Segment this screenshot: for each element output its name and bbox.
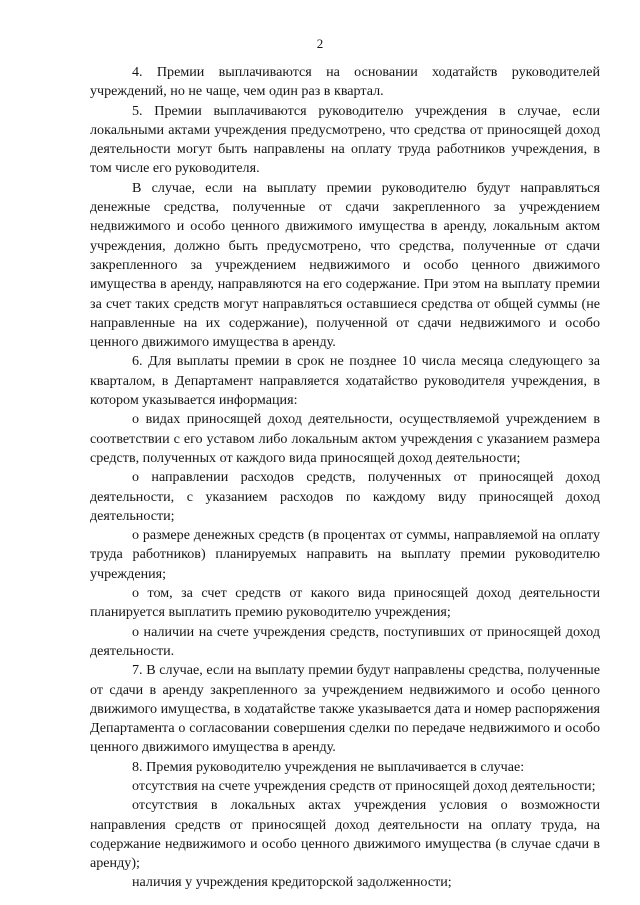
paragraph-item-6: 6. Для выплаты премии в срок не позднее 10 числа месяца следующего за кварталом, в Департамент направляется ходатайство руководителя учреждения, в котором указывается информация:	[90, 353, 600, 409]
list-item-creditor-debt: наличия у учреждения кредиторской задолженности;	[132, 874, 452, 891]
list-item-income-types: о видах приносящей доход деятельности, осуществляемой учреждением в соответствии с его уставом либо локальным актом учреждения с указанием размера средств, полученных от каждого вида приносящей доход деятельности;	[90, 411, 600, 466]
list-item-account-funds: о наличии на счете учреждения средств, поступивших от приносящей доход деятельности.	[90, 623, 600, 659]
paragraph-item-5: 5. Премии выплачиваются руководителю учреждения в случае, если локальными актами учреждения предусмотрено, что средства от приносящей доход деятельности могут быть направлены на оплату труда работников учреждения, в том числе его руководителя.	[90, 102, 600, 177]
paragraph-item-4: 4. Премии выплачиваются на основании ходатайств руководителей учреждений, но не чаще, чем один раз в квартал.	[90, 64, 600, 100]
list-item-funds-size: о размере денежных средств (в процентах от суммы, направляемой на оплату труда работников) планируемых направить на выплату премии руководителю учреждения;	[90, 527, 600, 582]
list-item-funds-source: о том, за счет средств от какого вида приносящей доход деятельности планируется выплатить премию руководителю учреждения;	[90, 585, 600, 621]
list-item-no-local-acts: отсутствия в локальных актах учреждения условия о возможности направления средств от приносящей доход деятельности на оплату труда, на содержание недвижимого и особо ценного движимого имущества (в случае сдачи в аренду);	[90, 797, 600, 872]
paragraph-item-8: 8. Премия руководителю учреждения не выплачивается в случае:	[132, 758, 525, 775]
paragraph-rent-funds: В случае, если на выплату премии руководителю будут направляться денежные средства, полученные от сдачи закрепленного за учреждением недвижимого и особо ценного движимого имущества в аренду, локальным актом учреждения, должно быть предусмотрено, что средства, полученные от сдачи закрепленного за учреждением недвижимого и особо ценного движимого имущества в аренду, направляются на его содержание. При этом на выплату премии за счет таких средств могут направляться оставшиеся средства от общей суммы (не направленные на их содержание), полученной от сдачи недвижимого и особо ценного движимого имущества в аренду.	[90, 179, 600, 351]
paragraph-item-7: 7. В случае, если на выплату премии будут направлены средства, полученные от сдачи в аренду закрепленного за учреждением недвижимого и особо ценного движимого имущества, в ходатайстве также указывается дата и номер распоряжения Департамента о согласовании совершения сделки по передаче недвижимого и особо ценного движимого имущества в аренду.	[90, 662, 600, 756]
list-item-expenses: о направлении расходов средств, полученных от приносящей доход деятельности, с указанием расходов по каждому виду приносящей доход деятельности;	[90, 469, 600, 524]
page-number: 2	[316, 36, 324, 51]
list-item-no-funds: отсутствия на счете учреждения средств от приносящей доход деятельности;	[132, 777, 596, 794]
document-body	[90, 63, 600, 893]
